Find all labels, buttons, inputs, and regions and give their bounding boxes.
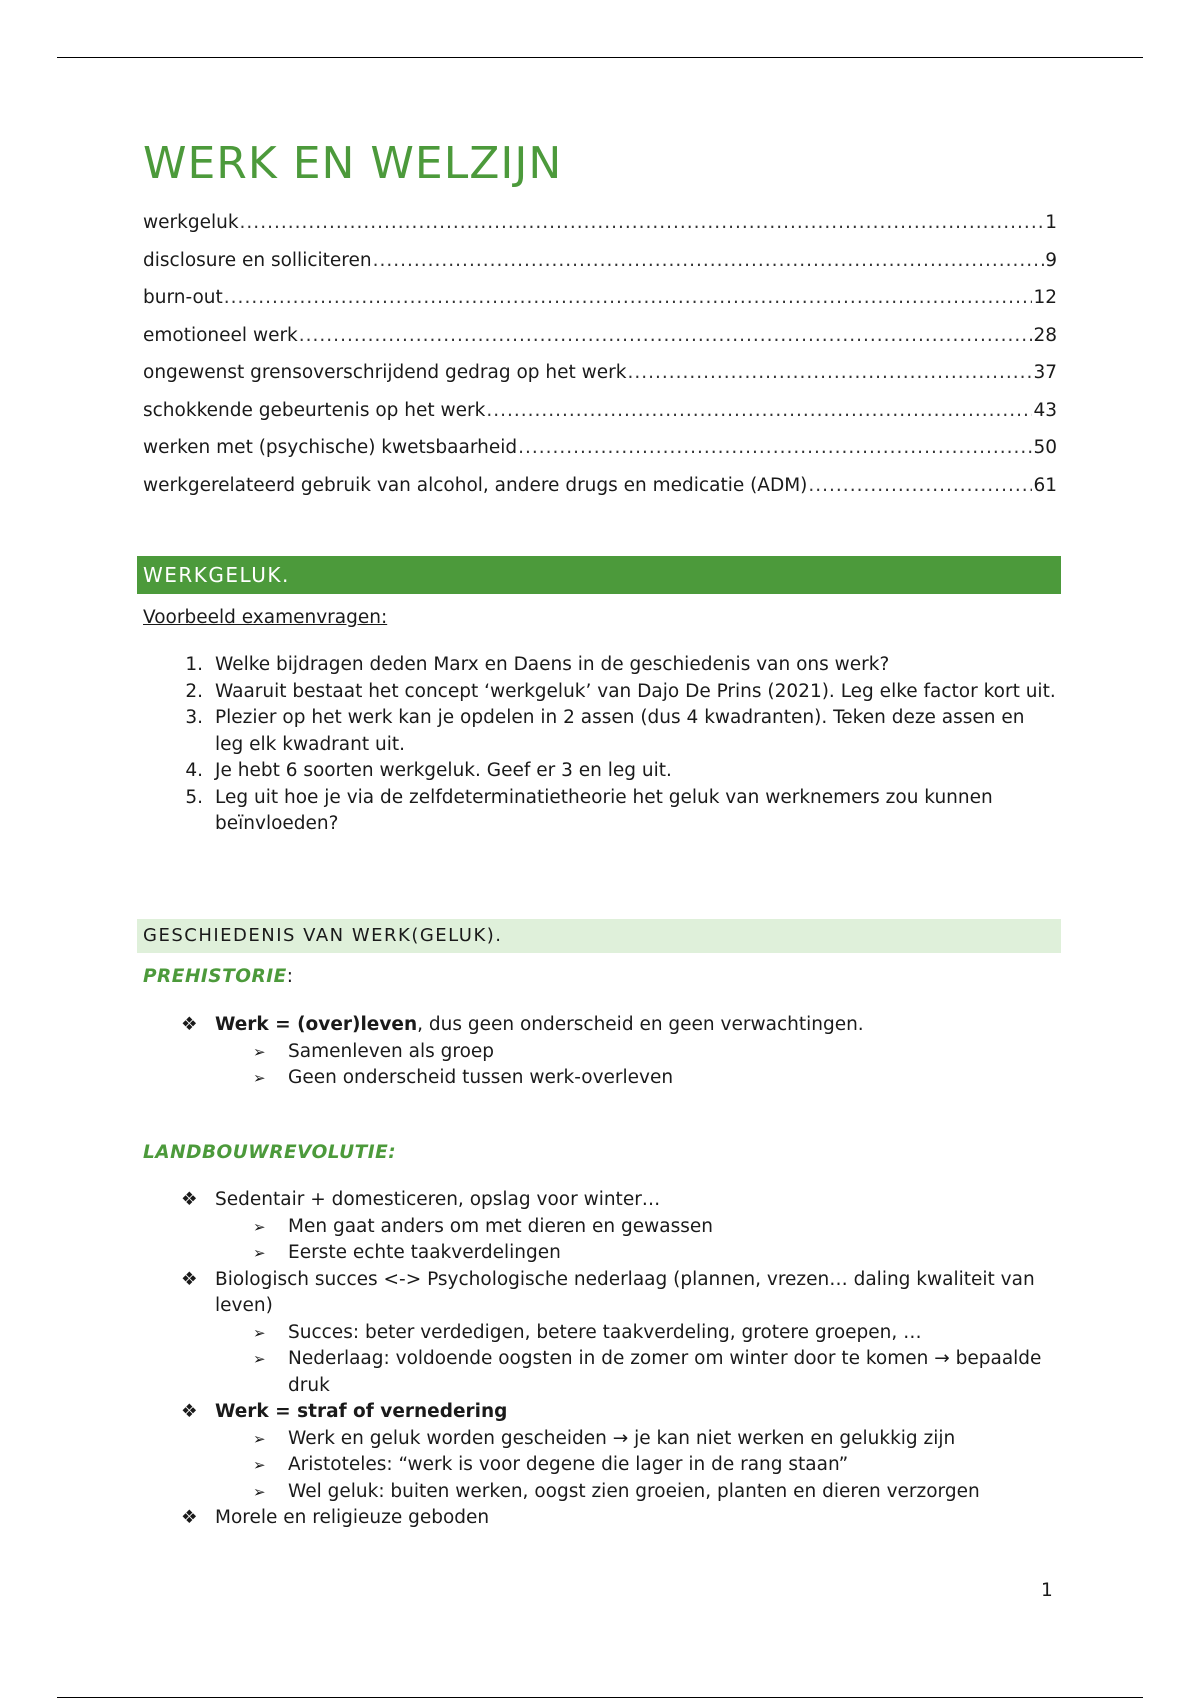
exam-questions-label: Voorbeeld examenvragen: xyxy=(143,607,388,628)
toc-entry[interactable]: ongewenst grensoverschrijdend gedrag op het werk ..... 37 xyxy=(143,354,1057,392)
list-item: 2. Waaruit bestaat het concept ‘werkgeluk’ van Dajo De Prins (2021). Leg elke factor kort uit. xyxy=(185,680,1056,702)
list-item: ❖ Morele en religieuze geboden xyxy=(143,1505,1057,1532)
list-item: ➢ Eerste echte taakverdelingen xyxy=(143,1240,1057,1267)
landbouw-bullets xyxy=(143,1187,1057,1532)
diamond-bullet-icon: ❖ xyxy=(181,1189,198,1210)
list-item: ➢ Wel geluk: buiten werken, oogst zien groeien, planten en dieren verzorgen xyxy=(143,1479,1057,1506)
list-item: ❖ Sedentair + domesticeren, opslag voor winter… ➢ Men gaat anders om met dieren en gewassen ➢ Eerste echte taakverdelingen xyxy=(143,1187,1057,1267)
prehistorie-bullets xyxy=(143,1012,1057,1092)
list-item: ➢ Nederlaag: voldoende oogsten in de zomer om winter door te komen → bepaalde druk xyxy=(143,1346,1057,1399)
arrow-bullet-icon: ➢ xyxy=(253,1429,266,1448)
diamond-bullet-icon: ❖ xyxy=(181,1507,198,1528)
arrow-bullet-icon: ➢ xyxy=(253,1456,266,1474)
toc-entry[interactable]: werkgerelateerd gebruik van alcohol, andere drugs en medicatie (ADM) ..... 61 xyxy=(143,467,1057,505)
diamond-bullet-icon: ❖ xyxy=(181,1268,198,1290)
list-item: ➢ Samenleven als groep xyxy=(143,1039,1057,1066)
toc-entry[interactable]: werkgeluk ..... 1 xyxy=(143,204,1057,242)
page-number: 1 xyxy=(1041,1580,1053,1601)
bottom-rule xyxy=(57,1697,1143,1698)
toc-entry[interactable]: burn-out ..... 12 xyxy=(143,279,1057,317)
list-item: ❖ Werk = (over)leven, dus geen onderscheid en geen verwachtingen. ➢ Samenleven als groep ➢ Geen onderscheid tussen werk-overleven xyxy=(143,1012,1057,1092)
diamond-bullet-icon: ❖ xyxy=(181,1014,198,1035)
list-item: ➢ Werk en geluk worden gescheiden → je kan niet werken en gelukkig zijn xyxy=(143,1426,1057,1453)
list-item: ❖ Biologisch succes <-> Psychologische nederlaag (plannen, vrezen… daling kwaliteit van leven) ➢ Succes: beter verdedigen, betere taakverdeling, grotere groepen, … ➢ Nederlaag: voldoende oogsten in de zomer om winter door te komen → bepaalde druk xyxy=(143,1267,1057,1400)
toc-entry[interactable]: schokkende gebeurtenis op het werk ..... 43 xyxy=(143,392,1057,430)
list-item: 5. Leg uit hoe je via de zelfdeterminatietheorie het geluk van werknemers zou kunnen beïnvloeden? xyxy=(185,786,993,834)
arrow-bullet-icon: ➢ xyxy=(253,1350,266,1368)
arrow-bullet-icon: ➢ xyxy=(253,1323,266,1342)
document-page xyxy=(143,138,1057,1528)
arrow-bullet-icon: ➢ xyxy=(253,1244,266,1262)
subheading-prehistorie: PREHISTORIE: xyxy=(143,966,294,987)
table-of-contents xyxy=(143,204,1057,504)
list-item: ➢ Succes: beter verdedigen, betere taakverdeling, grotere groepen, … xyxy=(143,1320,1057,1347)
exam-questions-list xyxy=(143,652,1057,838)
list-item: ➢ Geen onderscheid tussen werk-overleven xyxy=(143,1065,1057,1092)
section-heading-werkgeluk: WERKGELUK. xyxy=(137,556,1061,594)
arrow-bullet-icon: ➢ xyxy=(253,1069,266,1087)
section-heading-geschiedenis: GESCHIEDENIS VAN WERK(GELUK). xyxy=(137,919,1061,953)
arrow-bullet-icon: ➢ xyxy=(253,1042,266,1061)
top-rule xyxy=(57,57,1143,58)
list-item: ❖ Werk = straf of vernedering ➢ Werk en geluk worden gescheiden → je kan niet werken en gelukkig zijn ➢ Aristoteles: “werk is voor degene die lager in de rang staan” ➢ Wel geluk: buiten werken, oogst zien groeien, planten en dieren verzorgen xyxy=(143,1399,1057,1505)
list-item: 4. Je hebt 6 soorten werkgeluk. Geef er 3 en leg uit. xyxy=(185,760,672,781)
subheading-landbouwrevolutie: LANDBOUWREVOLUTIE: xyxy=(143,1142,397,1163)
toc-entry[interactable]: disclosure en solliciteren ..... 9 xyxy=(143,242,1057,280)
toc-entry[interactable]: werken met (psychische) kwetsbaarheid ..... 50 xyxy=(143,429,1057,467)
diamond-bullet-icon: ❖ xyxy=(181,1401,198,1422)
list-item: ➢ Aristoteles: “werk is voor degene die lager in de rang staan” xyxy=(143,1452,1057,1479)
list-item: 1. Welke bijdragen deden Marx en Daens in de geschiedenis van ons werk? xyxy=(185,654,890,675)
arrow-bullet-icon: ➢ xyxy=(253,1217,266,1236)
list-item: ➢ Men gaat anders om met dieren en gewassen xyxy=(143,1214,1057,1241)
arrow-bullet-icon: ➢ xyxy=(253,1482,266,1501)
document-title: WERK EN WELZIJN xyxy=(143,138,563,189)
list-item: 3. Plezier op het werk kan je opdelen in 2 assen (dus 4 kwadranten). Teken deze assen en leg elk kwadrant uit. xyxy=(185,707,1025,755)
toc-entry[interactable]: emotioneel werk ..... 28 xyxy=(143,317,1057,355)
